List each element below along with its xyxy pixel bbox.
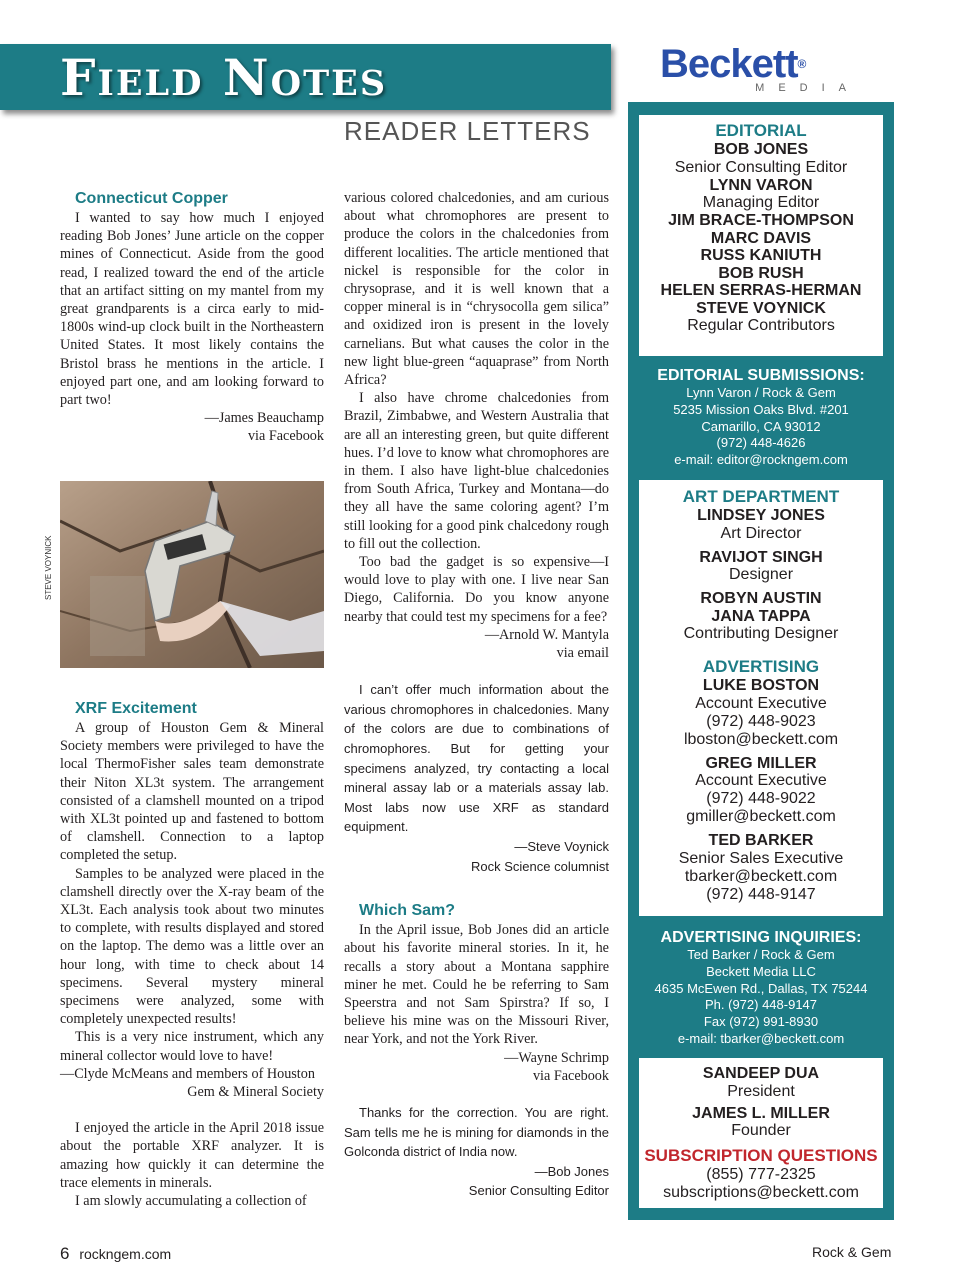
staff-role: President xyxy=(727,1082,795,1100)
staff-phone: (972) 448-9023 xyxy=(706,712,816,730)
staff-role: Art Director xyxy=(720,524,802,542)
art-advertising-box xyxy=(639,480,883,916)
photo-credit: STEVE VOYNICK xyxy=(44,535,53,600)
letter-paragraph: This is a very nice instrument, which any mineral collector would love to have! xyxy=(60,1029,324,1064)
signature-source: via Facebook xyxy=(247,428,324,445)
field-notes-banner xyxy=(0,44,611,110)
staff-email: gmiller@beckett.com xyxy=(686,808,836,825)
submissions-email: e-mail: editor@rockngem.com xyxy=(674,452,848,468)
reply-signature-role: Senior Consulting Editor xyxy=(468,1183,609,1199)
signature: —Arnold W. Mantyla xyxy=(484,626,609,643)
reply-signature: —Steve Voynick xyxy=(514,839,609,855)
staff-role: Senior Sales Executive xyxy=(678,849,844,867)
letter-paragraph: I am slowly accumulating a collection of xyxy=(75,1193,307,1210)
signature-source: via email xyxy=(556,645,609,662)
heading-connecticut-copper: Connecticut Copper xyxy=(75,190,228,207)
footer-site: rockngem.com xyxy=(79,1246,172,1262)
staff-name: BOB RUSH xyxy=(718,264,804,282)
masthead-sidebar xyxy=(628,102,894,1220)
editorial-box xyxy=(639,115,883,356)
staff-email: tbarker@beckett.com xyxy=(684,867,838,885)
executives-box xyxy=(639,1058,883,1208)
staff-role: Account Executive xyxy=(695,694,827,712)
column-1-lower xyxy=(60,699,324,1210)
staff-name: HELEN SERRAS-HERMAN xyxy=(660,282,862,299)
staff-name: LUKE BOSTON xyxy=(702,677,820,694)
letter-paragraph: I wanted to say how much I enjoyed reading Bob Jones’ June article on the copper mines of Connecticut. Aside from the good read, I realized toward the end of the article that an artifact sitting on my mantel from my great grandparents is a circa early to mid-1800s wind-up clock built in the Northeastern United States. It most likely contains the Bristol brass he mentions in the article. I enjoyed part one, and am looking forward to part two! xyxy=(60,210,324,409)
subscription-phone: (855) 777-2325 xyxy=(706,1166,816,1183)
staff-role: Founder xyxy=(731,1122,791,1139)
submissions-line: (972) 448-4626 xyxy=(716,435,806,451)
signature-source: via Facebook xyxy=(532,1067,609,1084)
heading-which-sam: Which Sam? xyxy=(359,902,456,920)
footer-left xyxy=(60,1244,171,1264)
staff-role: Contributing Designer xyxy=(683,625,839,642)
signature: —Clyde McMeans and members of Houston xyxy=(60,1065,315,1082)
submissions-line: 5235 Mission Oaks Blvd. #201 xyxy=(673,401,849,417)
submissions-line: Camarillo, CA 93012 xyxy=(701,418,821,434)
submissions-line: Lynn Varon / Rock & Gem xyxy=(686,385,836,400)
signature: —Wayne Schrimp xyxy=(504,1049,609,1066)
inquiries-line: 4635 McEwen Rd., Dallas, TX 75244 xyxy=(654,980,868,996)
page-number: 6 xyxy=(60,1244,70,1263)
staff-role: Managing Editor xyxy=(702,194,820,211)
staff-name: RUSS KANIUTH xyxy=(700,247,822,264)
signature-source: Gem & Mineral Society xyxy=(187,1084,324,1101)
beckett-media-logo: Beckett® MEDIA xyxy=(660,42,860,94)
subscription-email: subscriptions@beckett.com xyxy=(663,1184,859,1201)
logo-word: Beckett xyxy=(660,42,798,86)
letter-paragraph: I enjoyed the article in the April 2018 issue about the portable XRF analyzer. It is amazing how quickly it can determine the trace elements in minerals. xyxy=(60,1120,324,1191)
staff-name: JANA TAPPA xyxy=(711,607,811,625)
letter-paragraph: I also have chrome chalcedonies from Brazil, Zimbabwe, and Western Australia that are all an interesting green, but quite different hues. I’d love to know what chromophores are in them. I also have light-blue chalcedonies from South Africa, Turkey and Montana—do they all have the same coloring agent? I’m still looking for a good pink chalcedony rough to fill out the collection. xyxy=(344,390,609,552)
letter-paragraph: Samples to be analyzed were placed in the clamshell directly over the X-ray beam of the XL3t. Each analysis took about two minutes to complete, with results displayed and stored on the laptop. The demo was a little over an hour long, with time to check about 14 specimens. Several mystery mineral specimens were analyzed, some with completely unexpected results! xyxy=(60,865,324,1028)
footer-magazine: Rock & Gem xyxy=(812,1244,892,1260)
submissions-heading: EDITORIAL SUBMISSIONS: xyxy=(657,367,865,384)
staff-role: Regular Contributors xyxy=(687,317,835,334)
staff-name: LYNN VARON xyxy=(709,176,813,194)
staff-name: MARC DAVIS xyxy=(710,229,812,247)
staff-name: LINDSEY JONES xyxy=(697,507,825,524)
staff-name: TED BARKER xyxy=(708,832,814,849)
staff-name: GREG MILLER xyxy=(705,754,817,772)
signature: —James Beauchamp xyxy=(204,410,324,427)
inquiries-line: Beckett Media LLC xyxy=(706,963,816,979)
inquiries-heading: ADVERTISING INQUIRIES: xyxy=(660,929,862,946)
letter-paragraph: In the April issue, Bob Jones did an article about his favorite mineral stories. In it, he recalls a story about a Montana sapphire miner he met. Could he be referring to Sam Speerstra and not Sam Spirstra? If so, I believe his mine was on the Missouri River, near York, and not the York River. xyxy=(344,922,609,1048)
reply-signature-role: Rock Science columnist xyxy=(471,858,609,874)
art-heading: ART DEPARTMENT xyxy=(682,487,840,506)
staff-role: Account Executive xyxy=(695,772,827,789)
banner-title: Field Notes xyxy=(60,48,388,107)
staff-name: STEVE VOYNICK xyxy=(696,299,826,317)
letter-paragraph: A group of Houston Gem & Mineral Society members were privileged to have the local ThermoFisher sales team demonstrate their Niton XL3t system. The arrangement consisted of a clamshell mounted on a tripod with XL3t pointed up and fastened to bottom of clamshell. Connection to a laptop completed the setup. xyxy=(60,720,324,864)
editorial-submissions xyxy=(628,366,894,469)
inquiries-line: Fax (972) 991-8930 xyxy=(703,1014,819,1030)
advertising-inquiries xyxy=(628,928,894,1048)
staff-email: lboston@beckett.com xyxy=(683,730,839,748)
inquiries-line: Ph. (972) 448-9147 xyxy=(704,997,818,1013)
column-2 xyxy=(344,189,609,1201)
editorial-heading: EDITORIAL xyxy=(715,121,807,140)
reply-paragraph: I can’t offer much information about the various chromophores in chalcedonies. Many of the colors are due to combinations of chromophores. But for getting your specimens analyzed, try contacting a local mineral assay lab or a materials assay lab. Most labs now use XRF as standard equipment. xyxy=(344,682,609,835)
staff-name: ROBYN AUSTIN xyxy=(700,590,822,607)
reply-paragraph: Thanks for the correction. You are right. Sam tells me he is mining for diamonds in the Golconda district of India now. xyxy=(344,1105,609,1160)
column-1 xyxy=(60,189,324,446)
staff-name: BOB JONES xyxy=(713,141,809,158)
letter-paragraph: Too bad the gadget is so expensive—I would love to play with one. I live near San Diego, California. Do you know anyone nearby that could test my specimens for a fee? xyxy=(344,554,609,625)
staff-name: RAVIJOT SINGH xyxy=(699,548,823,566)
staff-name: JAMES L. MILLER xyxy=(692,1104,830,1122)
xrf-analyzer-photo xyxy=(60,481,324,668)
staff-phone: (972) 448-9022 xyxy=(706,790,816,807)
inquiries-email: e-mail: tbarker@beckett.com xyxy=(677,1030,845,1046)
staff-role: Senior Consulting Editor xyxy=(674,158,848,176)
subscription-heading: SUBSCRIPTION QUESTIONS xyxy=(644,1146,878,1165)
staff-phone: (972) 448-9147 xyxy=(706,885,816,903)
staff-name: SANDEEP DUA xyxy=(702,1065,820,1082)
inquiries-line: Ted Barker / Rock & Gem xyxy=(687,947,835,962)
staff-name: JIM BRACE-THOMPSON xyxy=(668,212,854,229)
staff-role: Designer xyxy=(728,566,794,583)
heading-xrf-excitement: XRF Excitement xyxy=(75,700,197,717)
logo-sub: MEDIA xyxy=(755,82,860,94)
letter-paragraph: various colored chalcedonies, and am curious about what chromophores are present to produce the colors in the chalcedonies from different localities. The article mentioned that nickel is responsible for the color in chrysoprase, and it is well known that a copper mineral is in “chrysocolla gem silica” and oxidized iron is present in the lovely carnelians. But what causes the color in the new light blue-green “aquaprase” from North Africa? xyxy=(344,190,609,389)
advertising-heading: ADVERTISING xyxy=(702,657,820,676)
section-title: READER LETTERS xyxy=(344,116,591,146)
reply-signature: —Bob Jones xyxy=(534,1163,609,1179)
